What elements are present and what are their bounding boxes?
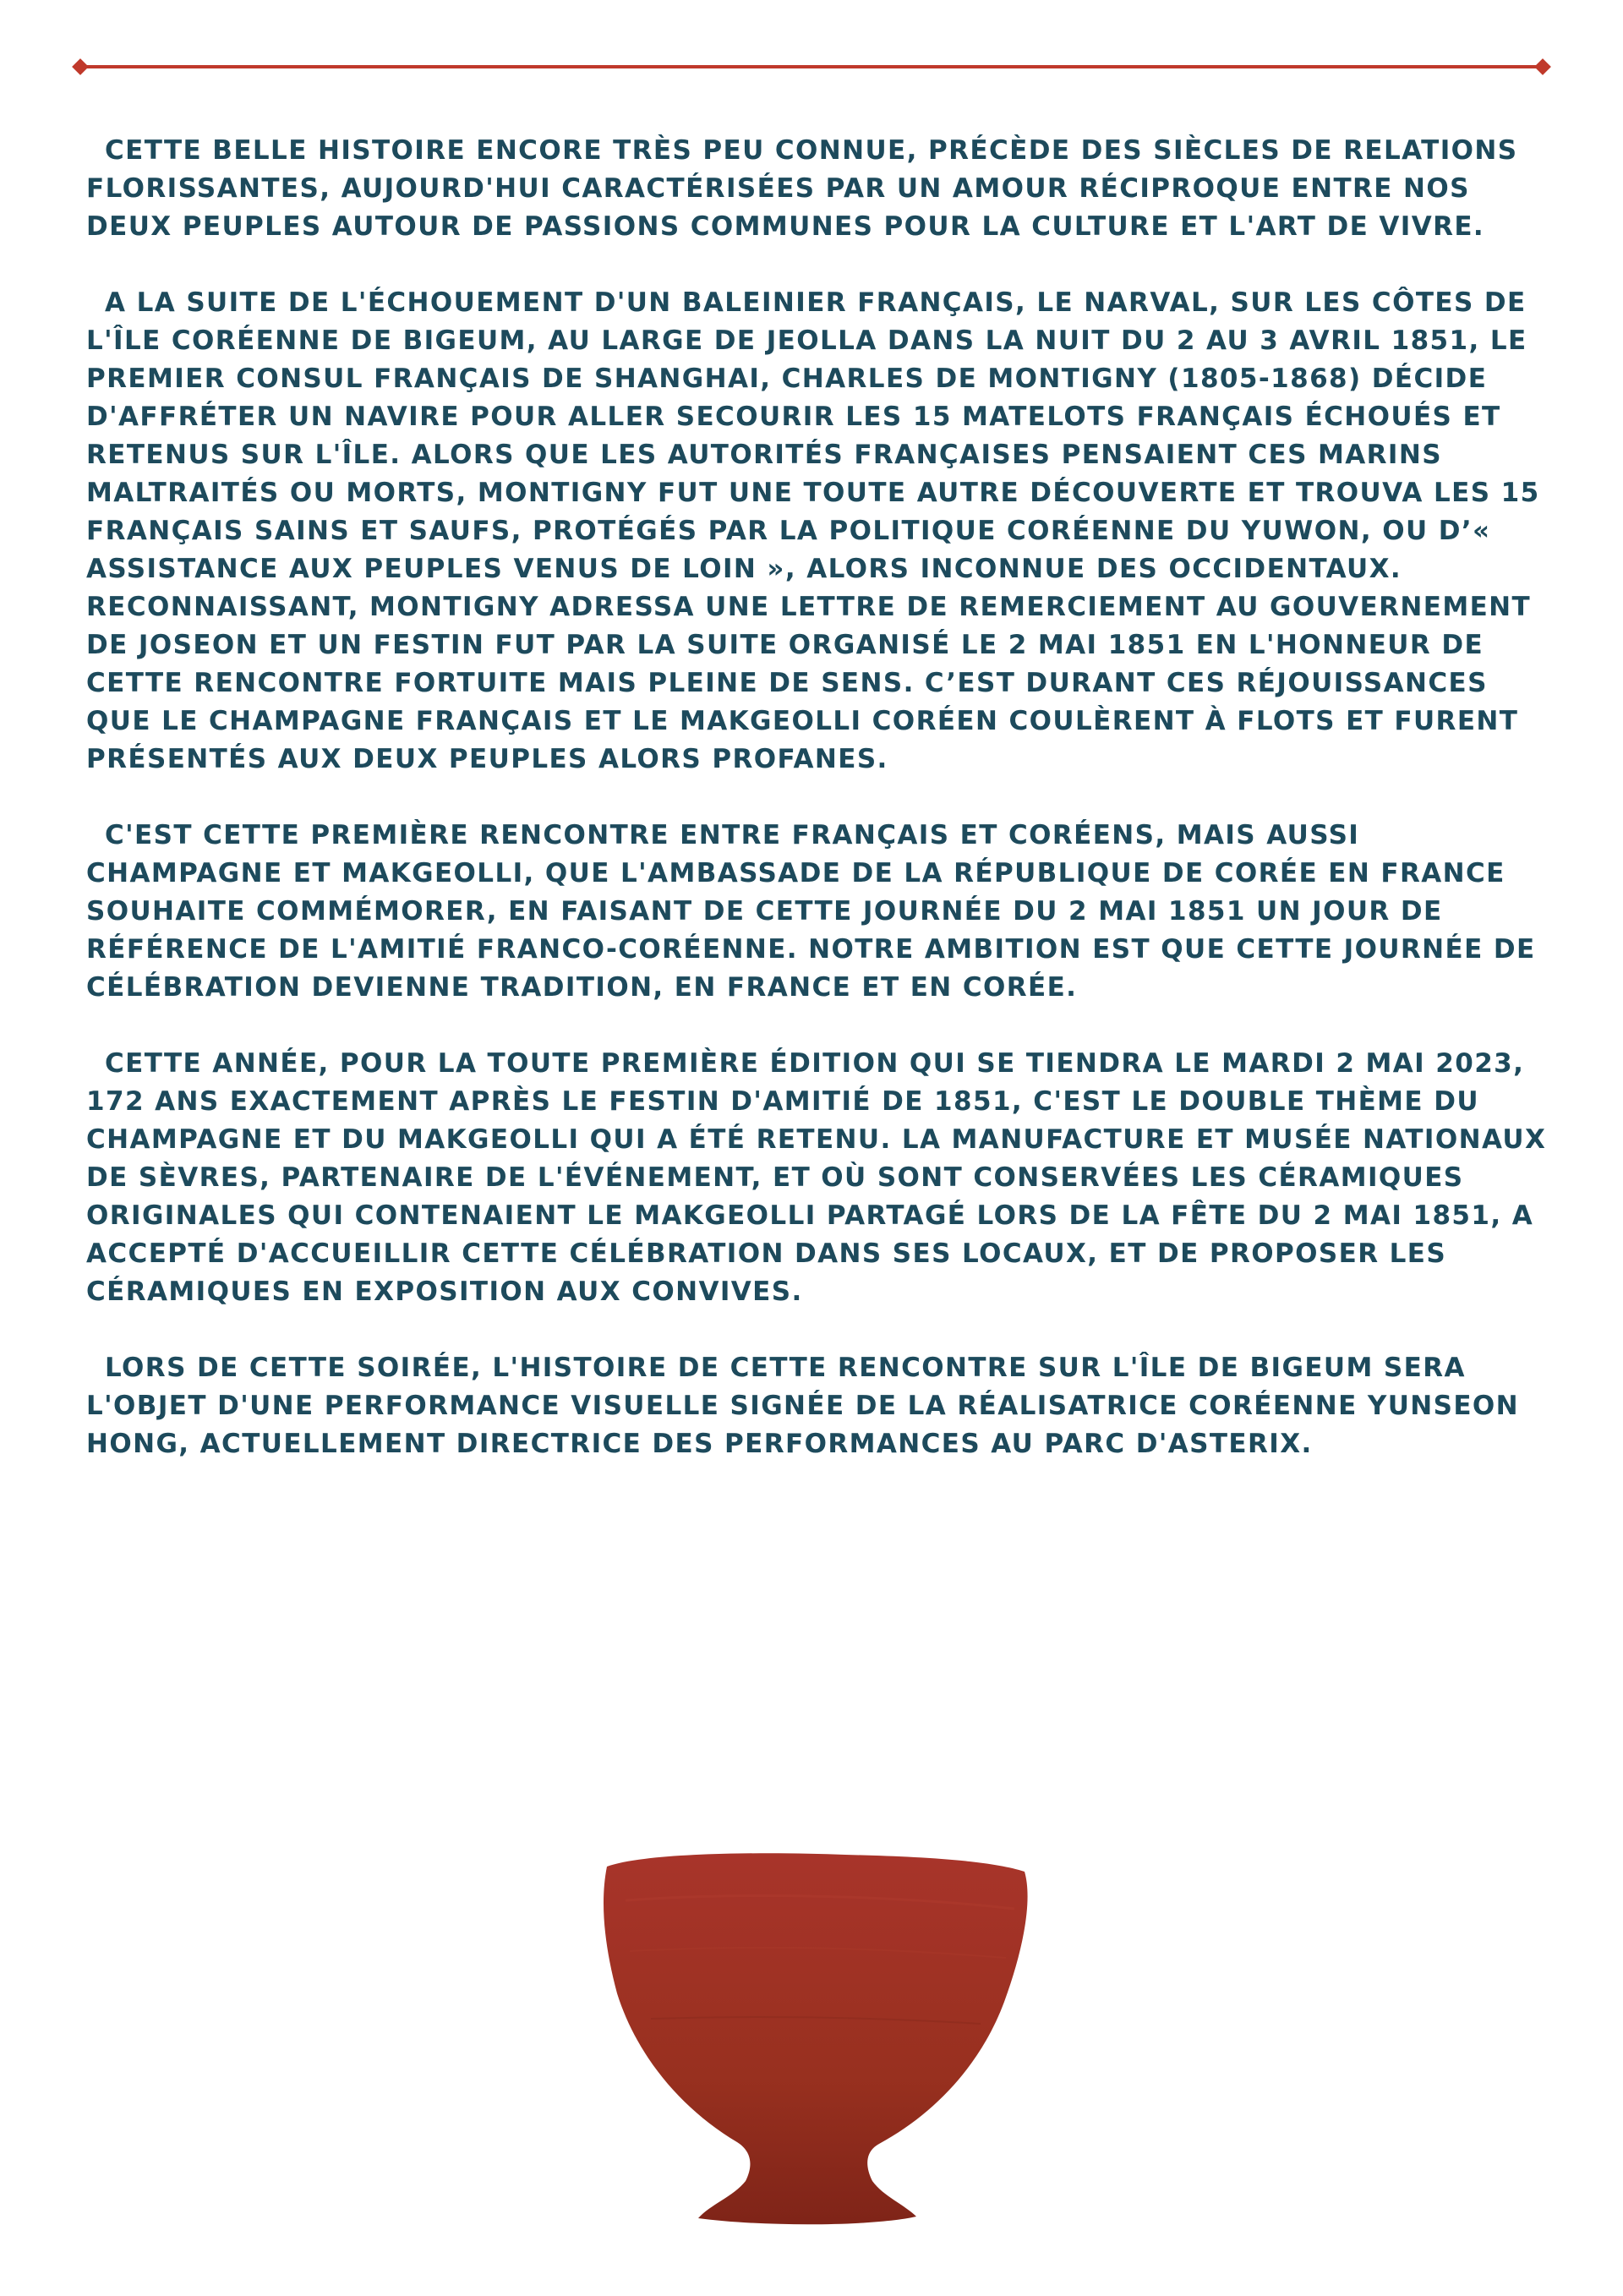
paragraph-first-edition: CETTE ANNÉE, POUR LA TOUTE PREMIÈRE ÉDITION QUI SE TIENDRA LE MARDI 2 MAI 2023, 172 ANS EXACTEMENT APRÈS LE FESTIN D'AMITIÉ DE 1851, C'EST LE DOUBLE THÈME DU CHAMPAGNE ET DU MAKGEOLLI QUI A ÉTÉ RETENU. LA MANUFACTURE ET MUSÉE NATIONAUX DE SÈVRES, PARTENAIRE DE L'ÉVÉNEMENT, ET OÙ SONT CONSERVÉES LES CÉRAMIQUES ORIGINALES QUI CONTENAIENT LE MAKGEOLLI PARTAGÉ LORS DE LA FÊTE DU 2 MAI 1851, A ACCEPTÉ D'ACCUEILLIR CETTE CÉLÉBRATION DANS SES LOCAUX, ET DE PROPOSER LES CÉRAMIQUES EN EXPOSITION AUX CONVIVES.	[86, 1048, 1547, 1307]
top-divider-line	[81, 65, 1544, 68]
paragraph-performance: LORS DE CETTE SOIRÉE, L'HISTOIRE DE CETTE RENCONTRE SUR L'ÎLE DE BIGEUM SERA L'OBJET D'UNE PERFORMANCE VISUELLE SIGNÉE DE LA RÉALISATRICE CORÉENNE YUNSEON HONG, ACTUELLEMENT DIRECTRICE DES PERFORMANCES AU PARC D'ASTERIX.	[86, 1353, 1520, 1459]
paragraph-history: A LA SUITE DE L'ÉCHOUEMENT D'UN BALEINIER FRANÇAIS, LE NARVAL, SUR LES CÔTES DE L'ÎLE CORÉENNE DE BIGEUM, AU LARGE DE JEOLLA DANS LA NUIT DU 2 AU 3 AVRIL 1851, LE PREMIER CONSUL FRANÇAIS DE SHANGHAI, CHARLES DE MONTIGNY (1805-1868) DÉCIDE D'AFFRÉTER UN NAVIRE POUR ALLER SECOURIR LES 15 MATELOTS FRANÇAIS ÉCHOUÉS ET RETENUS SUR L'ÎLE. ALORS QUE LES AUTORITÉS FRANÇAISES PENSAIENT CES MARINS MALTRAITÉS OU MORTS, MONTIGNY FUT UNE TOUTE AUTRE DÉCOUVERTE ET TROUVA LES 15 FRANÇAIS SAINS ET SAUFS, PROTÉGÉS PAR LA POLITIQUE CORÉENNE DU YUWON, OU D’« ASSISTANCE AUX PEUPLES VENUS DE LOIN », ALORS INCONNUE DES OCCIDENTAUX. RECONNAISSANT, MONTIGNY ADRESSA UNE LETTRE DE REMERCIEMENT AU GOUVERNEMENT DE JOSEON ET UN FESTIN FUT PAR LA SUITE ORGANISÉ LE 2 MAI 1851 EN L'HONNEUR DE CETTE RENCONTRE FORTUITE MAIS PLEINE DE SENS. C’EST DURANT CES RÉJOUISSANCES QUE LE CHAMPAGNE FRANÇAIS ET LE MAKGEOLLI CORÉEN COULÈRENT À FLOTS ET FURENT PRÉSENTÉS AUX DEUX PEUPLES ALORS PROFANES.	[86, 287, 1540, 774]
article-body	[86, 132, 1557, 1501]
paragraph-commemoration: C'EST CETTE PREMIÈRE RENCONTRE ENTRE FRANÇAIS ET CORÉENS, MAIS AUSSI CHAMPAGNE ET MAKGEOLLI, QUE L'AMBASSADE DE LA RÉPUBLIQUE DE CORÉE EN FRANCE SOUHAITE COMMÉMORER, EN FAISANT DE CETTE JOURNÉE DU 2 MAI 1851 UN JOUR DE RÉFÉRENCE DE L'AMITIÉ FRANCO-CORÉENNE. NOTRE AMBITION EST QUE CETTE JOURNÉE DE CÉLÉBRATION DEVIENNE TRADITION, EN FRANCE ET EN CORÉE.	[86, 820, 1536, 1003]
divider-diamond-right-icon	[1534, 58, 1551, 75]
divider-diamond-left-icon	[72, 58, 89, 75]
ceramic-bowl-icon	[592, 1850, 1040, 2230]
paragraph-intro: CETTE BELLE HISTOIRE ENCORE TRÈS PEU CONNUE, PRÉCÈDE DES SIÈCLES DE RELATIONS FLORISSANTES, AUJOURD'HUI CARACTÉRISÉES PAR UN AMOUR RÉCIPROQUE ENTRE NOS DEUX PEUPLES AUTOUR DE PASSIONS COMMUNES POUR LA CULTURE ET L'ART DE VIVRE.	[86, 135, 1518, 242]
